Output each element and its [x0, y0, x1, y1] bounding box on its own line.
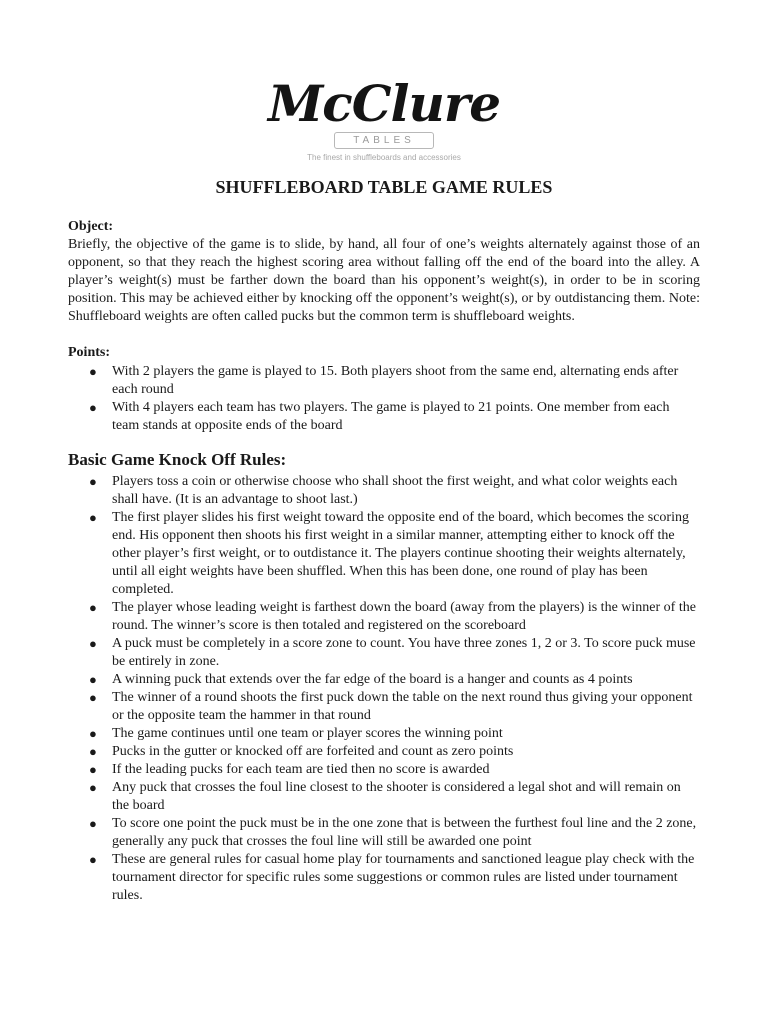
list-item-text: The game continues until one team or player scores the winning point [112, 726, 503, 741]
list-item-text: A puck must be completely in a score zone to count. You have three zones 1, 2 or 3. To score puck muse be entirely in zone. [112, 636, 696, 669]
list-item-text: A winning puck that extends over the far edge of the board is a hanger and counts as 4 points [112, 672, 633, 687]
points-list [68, 363, 700, 435]
list-item-text: The first player slides his first weight toward the opposite end of the board, which becomes the scoring end. His opponent then shoots his first weight in a similar manner, attempting either to knock off the other player’s first weight, or to outdistance it. The players continue shooting their weights alternately, until all eight weights have been shuffled. When this has been done, one round of play has been completed. [112, 510, 689, 597]
points-section [68, 344, 700, 435]
list-item-text: Players toss a coin or otherwise choose who shall shoot the first weight, and what color weights each shall have. (It is an advantage to shoot last.) [112, 474, 678, 507]
list-item-text: These are general rules for casual home play for tournaments and sanctioned league play check with the tournament director for specific rules some suggestions or common rules are listed under tournament rules. [112, 852, 695, 903]
list-item-text: To score one point the puck must be in the one zone that is between the furthest foul line and the 2 zone, generally any puck that crosses the foul line will still be awarded one point [112, 816, 697, 849]
list-item-text: The winner of a round shoots the first puck down the table on the next round thus giving your opponent or the opposite team the hammer in that round [112, 690, 693, 723]
list-item-text: With 2 players the game is played to 15. Both players shoot from the same end, alternating ends after each round [112, 364, 679, 397]
bullet-icon: ● [89, 672, 97, 687]
list-item [68, 635, 700, 671]
list-item [68, 779, 700, 815]
list-item-text: The player whose leading weight is farthest down the board (away from the players) is the winner of the round. The winner’s score is then totaled and registered on the scoreboard [112, 600, 696, 633]
bullet-icon: ● [89, 510, 97, 525]
list-item-text: With 4 players each team has two players. The game is played to 21 points. One member from each team stands at opposite ends of the board [112, 400, 670, 433]
basic-rules-section [68, 449, 700, 905]
bullet-icon: ● [89, 364, 97, 379]
list-item [68, 509, 700, 599]
points-heading: Points: [68, 345, 110, 360]
bullet-icon: ● [89, 600, 97, 615]
list-item [68, 399, 700, 435]
list-item [68, 743, 700, 761]
list-item-text: Any puck that crosses the foul line closest to the shooter is considered a legal shot and will remain on the board [112, 780, 681, 813]
list-item [68, 363, 700, 399]
logo-tagline: The finest in shuffleboards and accessories [307, 153, 461, 162]
bullet-icon: ● [89, 852, 97, 867]
list-item [68, 599, 700, 635]
object-heading: Object: [68, 219, 114, 234]
object-section [68, 218, 700, 326]
bullet-icon: ● [89, 744, 97, 759]
list-item-text: If the leading pucks for each team are tied then no score is awarded [112, 762, 490, 777]
list-item-text: Pucks in the gutter or knocked off are forfeited and count as zero points [112, 744, 514, 759]
basic-rules-heading: Basic Game Knock Off Rules: [68, 450, 287, 469]
list-item [68, 761, 700, 779]
basic-rules-list [68, 473, 700, 905]
document-title: SHUFFLEBOARD TABLE GAME RULES [215, 177, 553, 197]
list-item [68, 815, 700, 851]
bullet-icon: ● [89, 400, 97, 415]
bullet-icon: ● [89, 816, 97, 831]
list-item [68, 725, 700, 743]
bullet-icon: ● [89, 474, 97, 489]
mcclure-logo [0, 74, 768, 162]
bullet-icon: ● [89, 762, 97, 777]
list-item [68, 689, 700, 725]
bullet-icon: ● [89, 636, 97, 651]
document-body [68, 218, 700, 905]
bullet-icon: ● [89, 726, 97, 741]
list-item [68, 851, 700, 905]
bullet-icon: ● [89, 780, 97, 795]
list-item [68, 671, 700, 689]
object-paragraph: Briefly, the objective of the game is to slide, by hand, all four of one’s weights alternately against those of an opponent, so that they reach the highest scoring area without falling off the end of the board into the alley. A player’s weight(s) must be farther down the board than his opponent’s weight(s), in order to be in scoring position. This may be achieved either by knocking off the opponent’s weight(s), or by outdistancing them. Note: Shuffleboard weights are often called pucks but the common term is shuffleboard weights. [68, 237, 700, 324]
bullet-icon: ● [89, 690, 97, 705]
list-item [68, 473, 700, 509]
logo-banner: TABLES [334, 132, 434, 149]
logo-wordmark: McClure [267, 74, 501, 133]
